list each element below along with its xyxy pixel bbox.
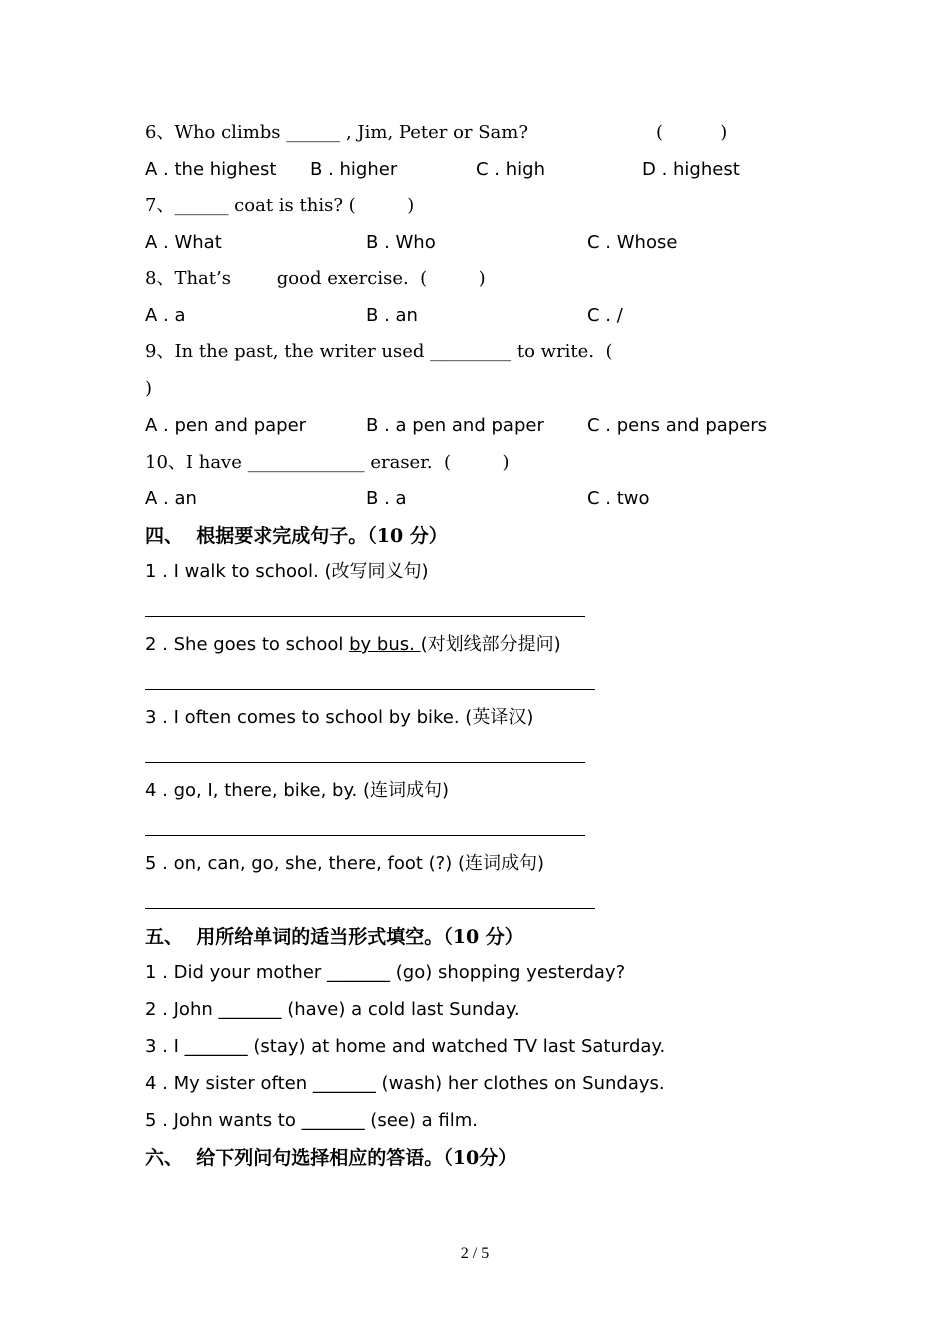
q10-stem: 10、I have _____________ eraser. ( ): [145, 452, 510, 473]
q8-stem: 8、That’s good exercise. ( ): [145, 268, 486, 289]
p5-item-2: 2 . John _______ (have) a cold last Sunday.: [145, 999, 520, 1020]
q8-option-c: C . /: [587, 305, 623, 326]
q7-option-c: C . Whose: [587, 232, 678, 253]
p5-item-5: 5 . John wants to _______ (see) a film.: [145, 1110, 478, 1131]
p4-item-2-post: (对划线部分提问): [420, 634, 561, 655]
p4-item-2-pre: 2 . She goes to school: [145, 634, 350, 655]
p5-item-1: 1 . Did your mother _______ (go) shopping yesterday?: [145, 962, 626, 983]
q6-answer-paren: ( ): [656, 122, 728, 143]
section-5-heading: 五、 用所给单词的适当形式填空。（10 分）: [145, 926, 524, 948]
section-6-heading: 六、 给下列问句选择相应的答语。（10分）: [145, 1147, 518, 1169]
p5-item-3: 3 . I _______ (stay) at home and watched TV last Saturday.: [145, 1036, 666, 1057]
section-4-heading: 四、 根据要求完成句子。（10 分）: [145, 525, 448, 547]
q7-stem: 7、______ coat is this? ( ): [145, 195, 415, 216]
p4-item-5: 5 . on, can, go, she, there, foot (?) (连词成句): [145, 853, 545, 874]
q10-option-b: B . a: [366, 488, 407, 509]
q9-option-c: C . pens and papers: [587, 415, 768, 436]
p4-item-3: 3 . I often comes to school by bike. (英译汉): [145, 707, 534, 728]
p4-answer-line-4[interactable]: [145, 835, 585, 836]
q6-stem: 6、Who climbs ______ , Jim, Peter or Sam?: [145, 122, 529, 143]
q10-option-a: A . an: [145, 488, 197, 509]
q8-option-a: A . a: [145, 305, 186, 326]
p4-item-4: 4 . go, I, there, bike, by. (连词成句): [145, 780, 450, 801]
q6-option-b: B . higher: [310, 159, 398, 180]
p4-answer-line-2[interactable]: [145, 689, 595, 690]
p4-answer-line-5[interactable]: [145, 908, 595, 909]
q6-option-d: D . highest: [642, 159, 740, 180]
p4-item-1: 1 . I walk to school. (改写同义句): [145, 561, 429, 582]
q10-option-c: C . two: [587, 488, 650, 509]
p4-item-2: [145, 636, 561, 654]
q6-option-c: C . high: [476, 159, 545, 180]
q7-option-a: A . What: [145, 232, 222, 253]
q9-stem-continued: ): [145, 378, 153, 399]
q9-option-a: A . pen and paper: [145, 415, 307, 436]
p4-item-2-underlined: by bus.: [349, 634, 421, 655]
p5-item-4: 4 . My sister often _______ (wash) her clothes on Sundays.: [145, 1073, 665, 1094]
q9-stem: 9、In the past, the writer used _________ to write. (: [145, 341, 613, 362]
p4-answer-line-3[interactable]: [145, 762, 585, 763]
q6-option-a: A . the highest: [145, 159, 277, 180]
q7-option-b: B . Who: [366, 232, 436, 253]
p4-answer-line-1[interactable]: [145, 616, 585, 617]
q9-option-b: B . a pen and paper: [366, 415, 544, 436]
q8-option-b: B . an: [366, 305, 418, 326]
page-number: 2 / 5: [460, 1245, 490, 1262]
